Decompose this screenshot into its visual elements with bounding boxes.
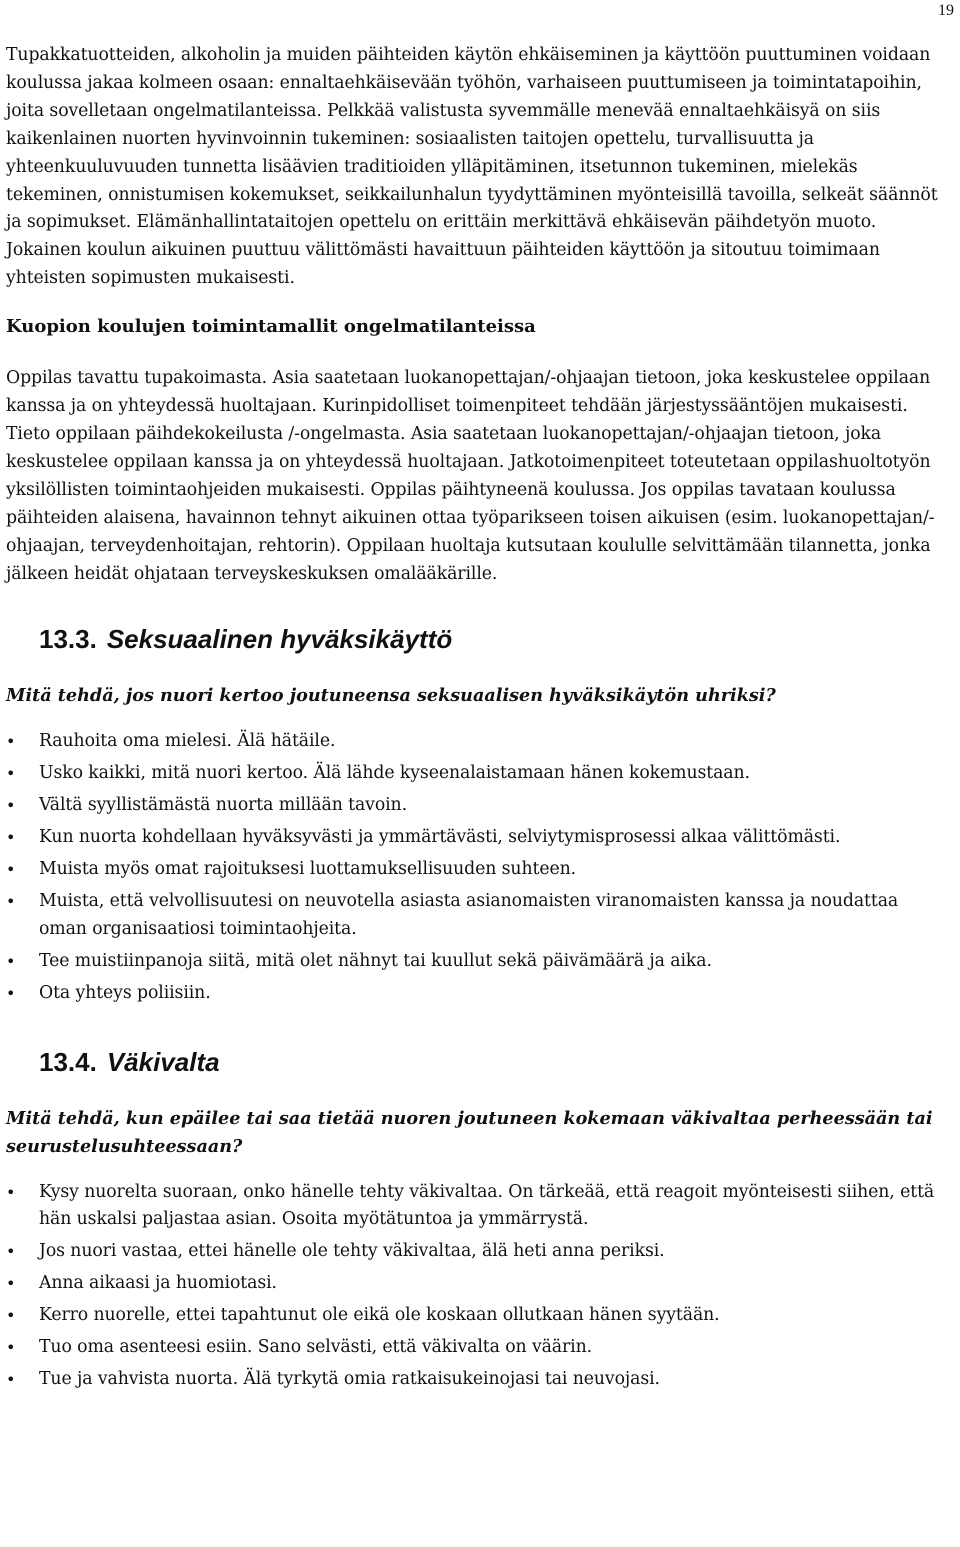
bullet-list-13-3 <box>6 728 946 1007</box>
bullet-icon: • <box>6 860 16 880</box>
list-item-text: Vältä syyllistämästä nuorta millään tavoin. <box>39 795 407 816</box>
bullet-icon: • <box>6 1274 16 1294</box>
list-item <box>6 1302 946 1330</box>
list-item-text: Ota yhteys poliisiin. <box>39 982 211 1003</box>
list-item-text: Anna aikaasi ja huomiotasi. <box>39 1273 277 1294</box>
bullet-icon: • <box>6 1182 16 1202</box>
list-item <box>6 1270 946 1298</box>
list-item <box>6 1334 946 1362</box>
section-number: 13.3. <box>39 624 97 655</box>
bullet-icon: • <box>6 951 16 971</box>
kuopio-paragraph: Oppilas tavattu tupakoimasta. Asia saatetaan luokanopettajan/-ohjaajan tietoon, joka keskustelee oppilaan kanssa ja on yhteydessä huoltajaan. Kurinpidolliset toimenpiteet tehdään järjestyssääntöjen mukaisesti. Tieto oppilaan päihdekokeilusta /-ongelmasta. Asia saatetaan luokanopettajan/-ohjaajan tietoon, joka keskustelee oppilaan kanssa ja on yhteydessä huoltajaan. Jatkotoimenpiteet toteutetaan oppilashuoltotyön yksilöllisten toimintaohjeiden mukaisesti. Oppilas päihtyneenä koulussa. Jos oppilas tavataan koulussa päihteiden alaisena, havainnon tehnyt aikuinen ottaa työparikseen toisen aikuisen (esim. luokanopettajan/-ohjaajan, terveydenhoitajan, rehtorin). Oppilaan huoltaja kutsutaan koululle selvittämään tilannetta, jonka jälkeen heidät ohjataan terveyskeskuksen omalääkärille. <box>6 368 935 584</box>
list-item <box>6 824 946 852</box>
bullet-icon: • <box>6 1338 16 1358</box>
section-title: Seksuaalinen hyväksikäyttö <box>106 624 453 655</box>
list-item-text: Tuo oma asenteesi esiin. Sano selvästi, että väkivalta on väärin. <box>39 1337 593 1358</box>
list-item <box>6 980 946 1008</box>
list-item-text: Rauhoita oma mielesi. Älä hätäile. <box>39 731 336 752</box>
bullet-icon: • <box>6 732 16 752</box>
bullet-list-13-4 <box>6 1179 946 1394</box>
list-item-text: Tue ja vahvista nuorta. Älä tyrkytä omia ratkaisukeinojasi tai neuvojasi. <box>39 1369 660 1389</box>
section-heading-13-4 <box>39 1046 946 1078</box>
intro-paragraph: Tupakkatuotteiden, alkoholin ja muiden päihteiden käytön ehkäiseminen ja käyttöön puuttuminen voidaan koulussa jakaa kolmeen osaan: ennaltaehkäisevään työhön, varhaiseen puuttumiseen ja toimintatapoihin, joita sovelletaan ongelmatilanteissa. Pelkkää valistusta syvemmälle menevää ennaltaehkäisyä on siis kaikenlainen nuorten hyvinvoinnin tukeminen: sosiaalisten taitojen opettelu, turvallisuutta ja yhteenkuuluvuuden tunnetta lisäävien traditioiden ylläpitäminen, itsetunnon tukeminen, mielekäs tekeminen, onnistumisen kokemukset, seikkailunhalun tyydyttäminen myönteisillä tavoilla, selkeät säännöt ja sopimukset. Elämänhallintataitojen opettelu on erittäin merkittävä ehkäisevän päihdetyön muoto. Jokainen koulun aikuinen puuttuu välittömästi havaittuun päihteiden käyttöön ja sitoutuu toimimaan yhteisten sopimusten mukaisesti. <box>6 45 938 289</box>
list-item-text: Jos nuori vastaa, ettei hänelle ole tehty väkivaltaa, älä heti anna periksi. <box>39 1241 665 1262</box>
list-item <box>6 1179 946 1235</box>
bullet-icon: • <box>6 1306 16 1326</box>
list-item <box>6 728 946 756</box>
list-item <box>6 1238 946 1266</box>
section-number: 13.4. <box>39 1046 97 1077</box>
section-question: Mitä tehdä, jos nuori kertoo joutuneensa seksuaalisen hyväksikäytön uhriksi? <box>6 685 776 707</box>
bullet-icon: • <box>6 796 16 816</box>
section-heading-13-3 <box>39 623 946 655</box>
list-item-text: Tee muistiinpanoja siitä, mitä olet nähnyt tai kuullut sekä päivämäärä ja aika. <box>39 950 712 971</box>
list-item <box>6 760 946 788</box>
list-item-text: Kerro nuorelle, ettei tapahtunut ole eikä ole koskaan ollutkaan hänen syytään. <box>39 1305 720 1326</box>
list-item <box>6 948 946 976</box>
section-question: Mitä tehdä, kun epäilee tai saa tietää nuoren joutuneen kokemaan väkivaltaa perheessään tai seurustelusuhteessaan? <box>6 1107 933 1157</box>
bullet-icon: • <box>6 891 16 911</box>
list-item <box>6 888 946 944</box>
bullet-icon: • <box>6 828 16 848</box>
list-item <box>6 792 946 820</box>
document-body <box>6 42 946 1398</box>
kuopio-heading: Kuopion koulujen toimintamallit ongelmatilanteissa <box>6 316 536 338</box>
bullet-icon: • <box>6 1370 16 1389</box>
list-item <box>6 1366 946 1394</box>
list-item-text: Muista myös omat rajoituksesi luottamuksellisuuden suhteen. <box>39 859 577 880</box>
bullet-icon: • <box>6 983 16 1003</box>
list-item <box>6 856 946 884</box>
bullet-icon: • <box>6 764 16 784</box>
list-item-text: Muista, että velvollisuutesi on neuvotella asiasta asianomaisten viranomaisten kanssa ja noudattaa oman organisaatiosi toimintaohjeita. <box>39 890 899 939</box>
page-number: 19 <box>938 2 954 19</box>
list-item-text: Kysy nuorelta suoraan, onko hänelle tehty väkivaltaa. On tärkeää, että reagoit myönteisesti siihen, että hän uskalsi paljastaa asian. Osoita myötätuntoa ja ymmärrystä. <box>39 1181 935 1230</box>
bullet-icon: • <box>6 1242 16 1262</box>
list-item-text: Usko kaikki, mitä nuori kertoo. Älä lähde kyseenalaistamaan hänen kokemustaan. <box>39 763 750 784</box>
section-title: Väkivalta <box>106 1046 220 1077</box>
list-item-text: Kun nuorta kohdellaan hyväksyvästi ja ymmärtävästi, selviytymisprosessi alkaa välittömästi. <box>39 827 841 848</box>
